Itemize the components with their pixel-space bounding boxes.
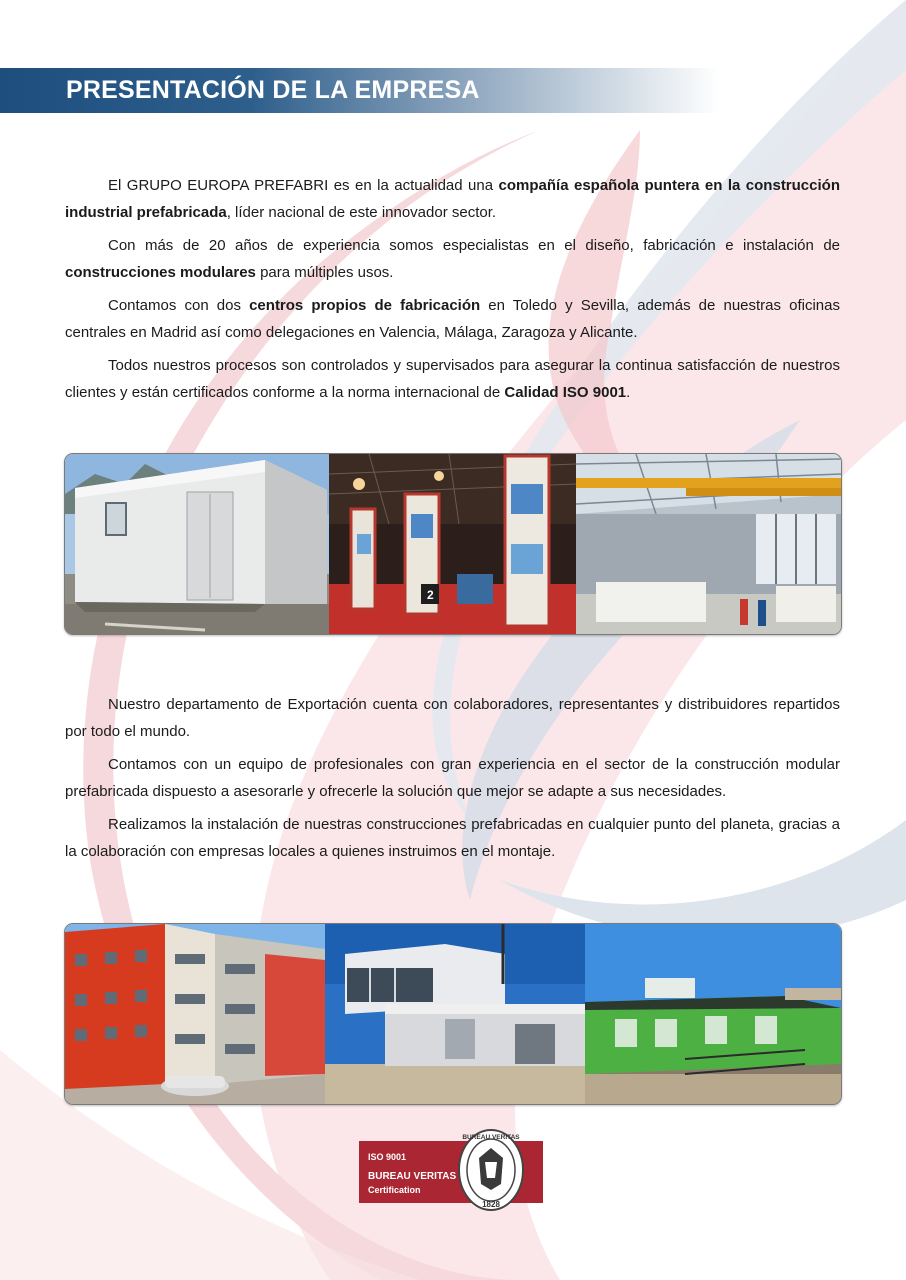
page-title: PRESENTACIÓN DE LA EMPRESA: [66, 76, 480, 104]
photo-modular-building-red: [65, 924, 325, 1104]
certification-badge: [359, 1128, 543, 1212]
export-paragraph-1: Nuestro departamento de Exportación cuenta con colaboradores, representantes y distribuidores repartidos por todo el mundo.: [65, 696, 840, 740]
photo-exhibition-stand: [329, 454, 576, 634]
cert-bureau-label: BUREAU VERITAS: [368, 1171, 457, 1182]
cert-certification-label: Certification: [368, 1185, 421, 1195]
intro-paragraph-4: Todos nuestros procesos son controlados y supervisados para asegurar la continua satisfacción de nuestros clientes y están certificados conforme a la norma internacional de Calidad ISO 9001.: [65, 357, 840, 401]
svg-text:2: 2: [427, 588, 434, 602]
export-paragraph-3: Realizamos la instalación de nuestras construcciones prefabricadas en cualquier punto del planeta, gracias a la colaboración con empresas locales a quienes instruimos en el montaje.: [65, 816, 840, 860]
intro-section: [65, 172, 840, 412]
seal-year: 1828: [482, 1200, 500, 1209]
photo-green-modular-site: [585, 924, 841, 1104]
photo-strip-top: [64, 453, 842, 635]
photo-modern-modular-house: [325, 924, 585, 1104]
cert-iso-label: ISO 9001: [368, 1152, 407, 1162]
intro-paragraph-1: El GRUPO EUROPA PREFABRI es en la actualidad una compañía española puntera en la construcción industrial prefabricada, líder nacional de este innovador sector.: [65, 177, 840, 221]
intro-paragraph-2: Con más de 20 años de experiencia somos especialistas en el diseño, fabricación e instalación de construcciones modulares para múltiples usos.: [65, 237, 840, 281]
seal-text: BUREAU VERITAS: [462, 1134, 520, 1141]
export-paragraph-2: Contamos con un equipo de profesionales con gran experiencia en el sector de la construcción modular prefabricada dispuesto a asesorarle y ofrecerle la solución que mejor se adapte a sus necesidades.: [65, 756, 840, 800]
photo-strip-bottom: [64, 923, 842, 1105]
export-section: [65, 691, 840, 871]
photo-factory-interior: [576, 454, 841, 634]
bureau-veritas-seal-icon: [457, 1128, 525, 1212]
photo-modular-unit: [65, 454, 329, 634]
intro-paragraph-3: Contamos con dos centros propios de fabricación en Toledo y Sevilla, además de nuestras oficinas centrales en Madrid así como delegaciones en Valencia, Málaga, Zaragoza y Alicante.: [65, 297, 840, 341]
title-band: [0, 68, 720, 113]
